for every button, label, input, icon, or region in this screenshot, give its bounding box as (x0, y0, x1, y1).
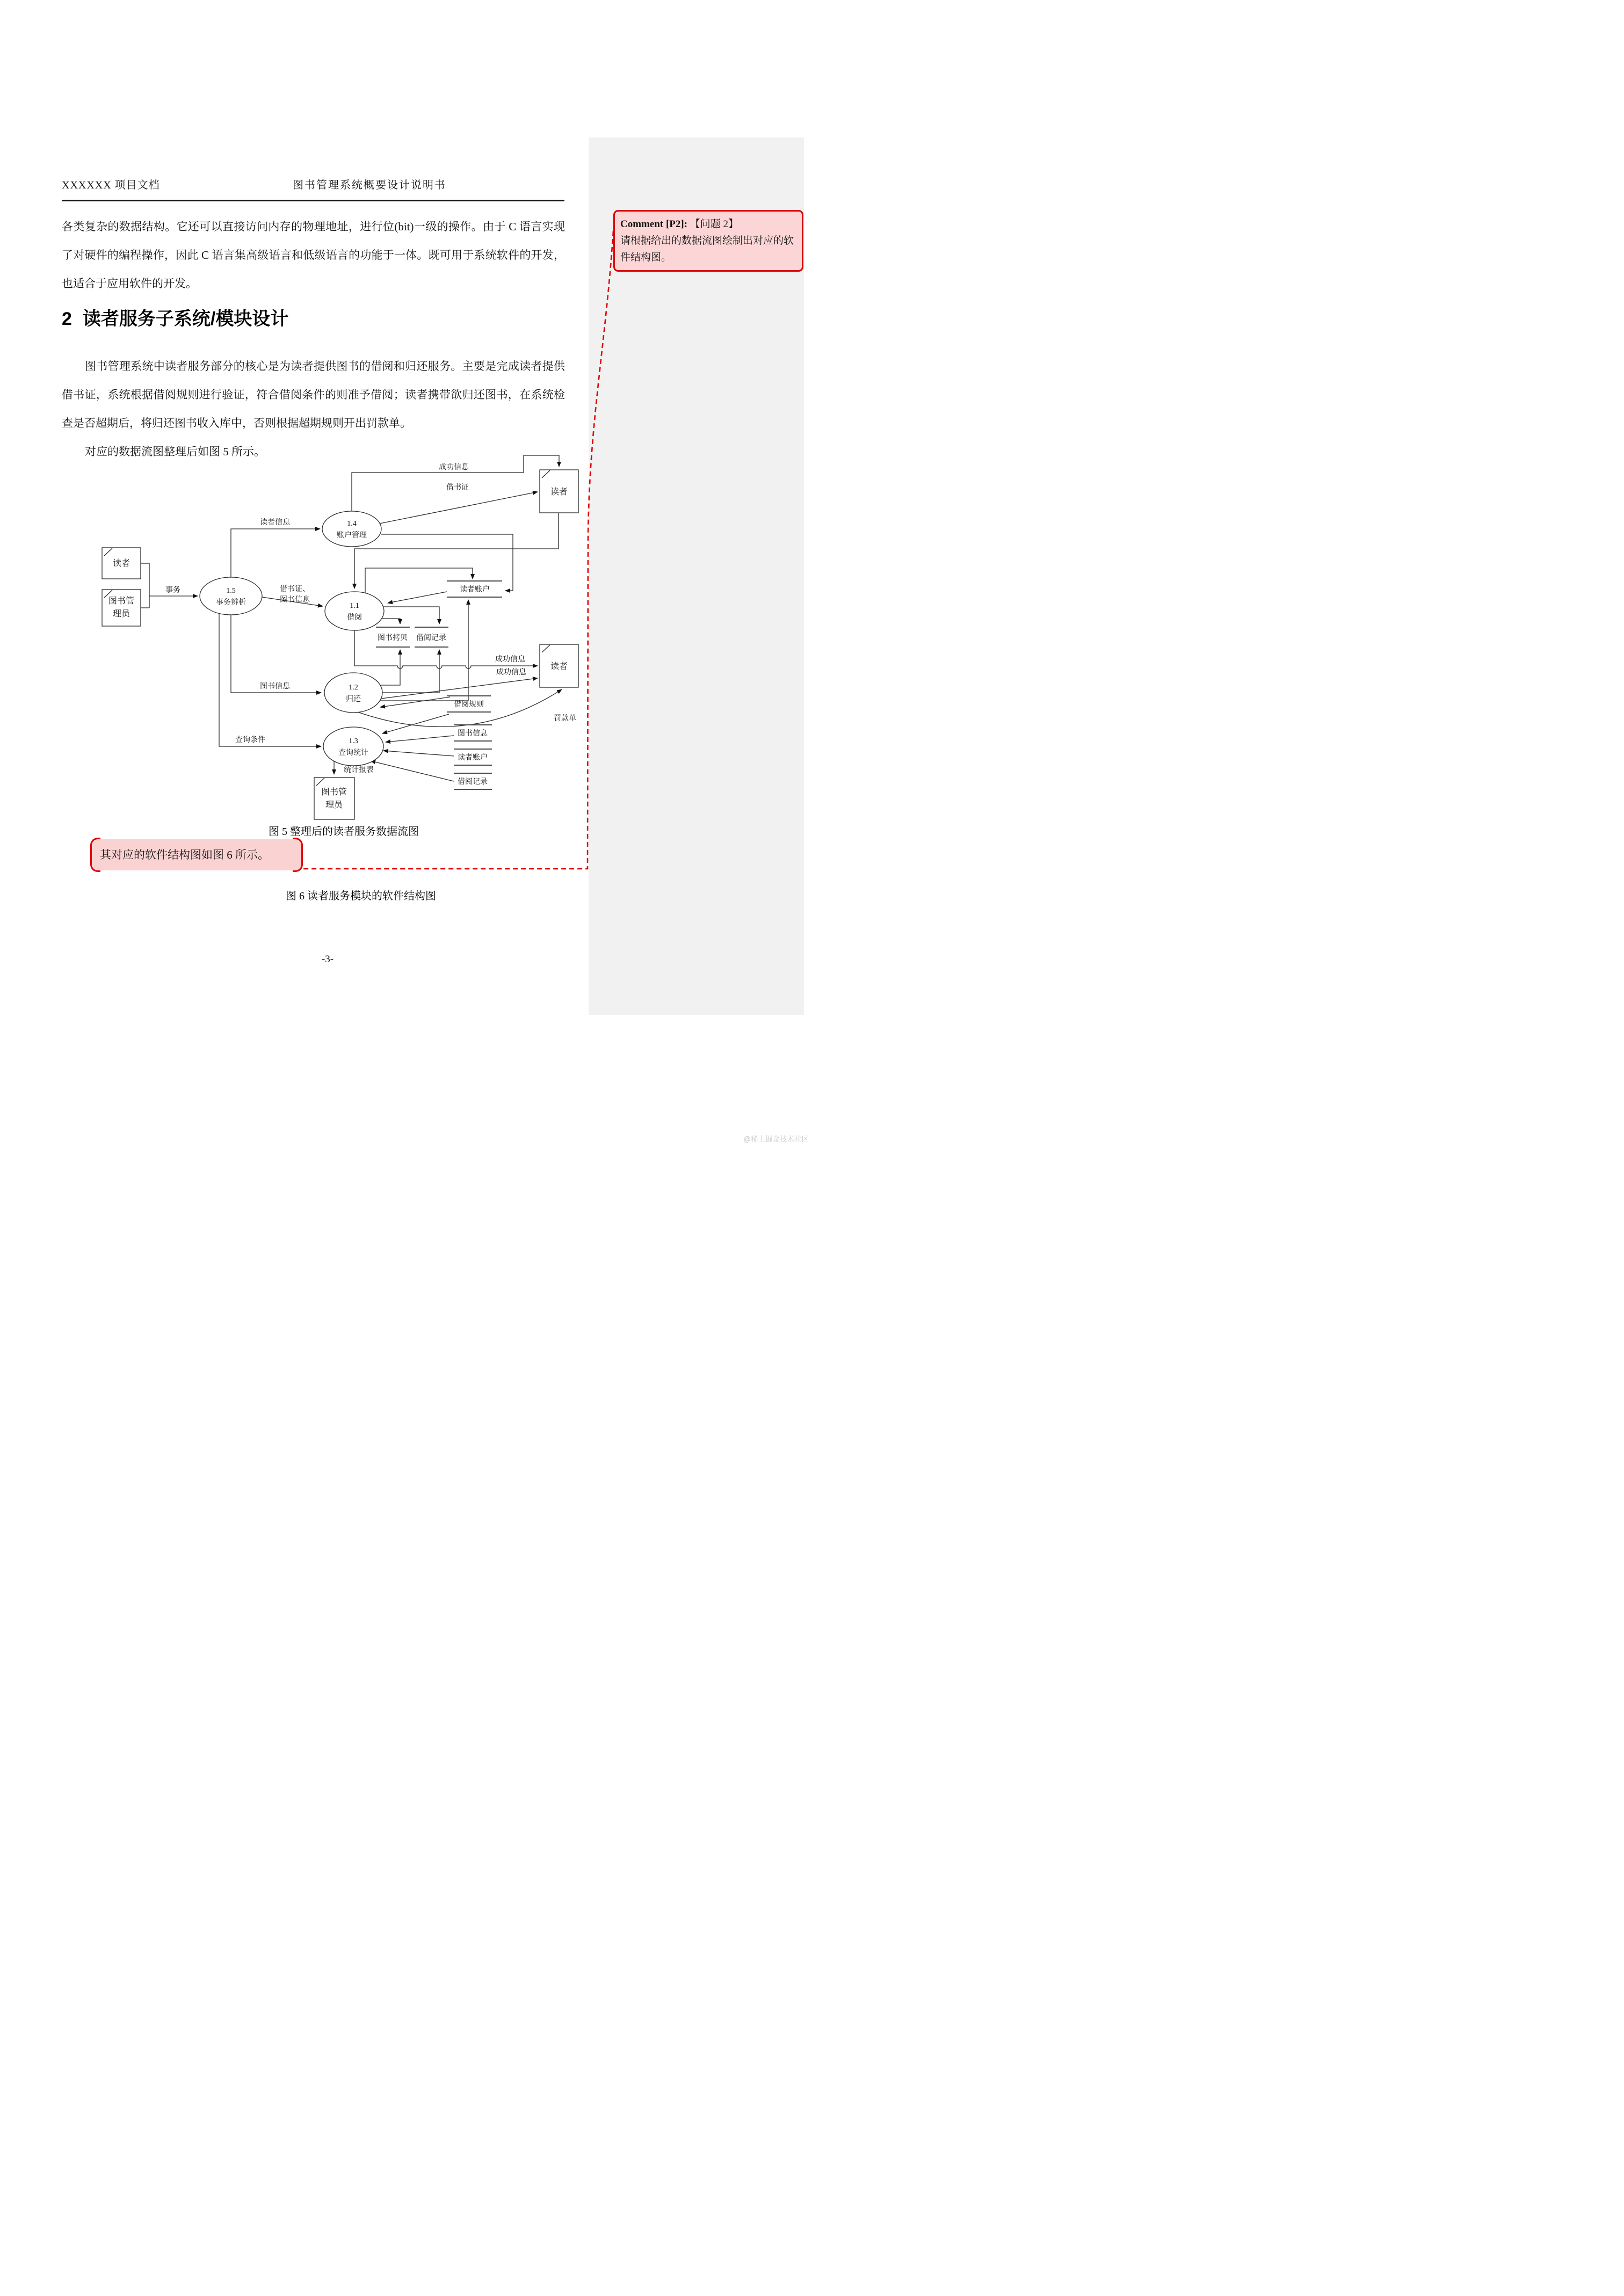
flow-label-borrow-input-2: 图书信息 (280, 596, 310, 604)
section-number: 2 (62, 309, 72, 329)
process-name-p14: 账户管理 (337, 532, 367, 540)
comment-connector-path (302, 231, 613, 869)
figure6-caption: 图 6 读者服务模块的软件结构图 (286, 890, 436, 902)
document-page (0, 0, 812, 1148)
watermark: @稀土掘金技术社区 (743, 1135, 809, 1143)
paragraph-dfd-intro: 对应的数据流图整理后如图 5 所示。 (85, 445, 265, 458)
store-label-book-copy: 图书拷贝 (378, 634, 408, 642)
store-label-borrow-rule: 借阅规则 (454, 701, 484, 709)
process-number-p15: 1.5 (226, 587, 236, 595)
header-doc-type: XXXXXX 项目文档 (62, 179, 160, 191)
comment-text: 请根据给出的数据流图绘制出对应的软件结构图。 (620, 235, 794, 263)
process-name-p12: 归还 (346, 695, 361, 703)
entity-label-librarian-bottom: 理员 (325, 801, 343, 810)
entity-label-reader-mid-right: 读者 (550, 662, 568, 671)
header-doc-title: 图书管理系统概要设计说明书 (293, 179, 446, 191)
paragraph-c-language: 各类复杂的数据结构。它还可以直接访问内存的物理地址，进行位(bit)一级的操作。由于 C 语言实现了对硬件的编程操作，因此 C 语言集高级语言和低级语言的功能于一体。既可用于系统软件的开发，也适合于应用软件的开发。 (62, 220, 565, 290)
process-name-p15: 事务辨析 (216, 599, 246, 607)
highlighted-sentence[interactable] (92, 839, 301, 870)
entity-label-reader-left: 读者 (112, 559, 130, 568)
figure5-caption: 图 5 整理后的读者服务数据流图 (269, 826, 419, 838)
flow-label-fakuandan: 罚款单 (554, 715, 576, 723)
comment-subject: 【问题 2】 (690, 219, 739, 230)
store-label-borrow-record-mid: 借阅记录 (416, 634, 446, 642)
flow-label-jieshuzheng: 借书证 (446, 484, 469, 492)
flow-label-tushuxinxi: 图书信息 (260, 682, 290, 691)
store-label-reader-account-right: 读者账户 (458, 754, 488, 762)
flow-label-success-top: 成功信息 (439, 463, 469, 471)
comment-label: Comment [P2]: (620, 219, 690, 230)
flow-label-reader-info: 读者信息 (260, 519, 290, 527)
process-name-p13: 查询统计 (338, 749, 368, 757)
flow-label-success-1: 成功信息 (495, 656, 525, 664)
entity-label-librarian-bottom: 图书管 (321, 788, 347, 797)
process-number-p14: 1.4 (347, 520, 357, 528)
section-title: 读者服务子系统/模块设计 (82, 309, 289, 329)
store-label-borrow-record-right: 借阅记录 (458, 778, 488, 786)
flow-label-tongjibaobiao: 统计报表 (344, 766, 374, 774)
process-number-p13: 1.3 (349, 737, 358, 745)
flow-label-success-2: 成功信息 (496, 669, 526, 677)
process-number-p12: 1.2 (349, 684, 358, 692)
process-number-p11: 1.1 (350, 602, 359, 610)
process-name-p11: 借阅 (347, 614, 362, 622)
entity-label-librarian-left: 图书管 (108, 597, 135, 606)
page-number: -3- (321, 954, 334, 965)
flow-label-chaxuntiaojian: 查询条件 (235, 736, 265, 744)
comment-connector-line (0, 0, 812, 1148)
store-label-book-info-right: 图书信息 (458, 730, 488, 738)
flow-label-borrow-input-1: 借书证、 (280, 585, 310, 593)
highlighted-text: 其对应的软件结构图如图 6 所示。 (100, 848, 269, 861)
entity-label-librarian-left: 理员 (112, 609, 130, 619)
paragraph-reader-service: 图书管理系统中读者服务部分的核心是为读者提供图书的借阅和归还服务。主要是完成读者提供借书证，系统根据借阅规则进行验证，符合借阅条件的则准予借阅；读者携带欲归还图书，在系统检查是否超期后，将归还图书收入库中，否则根据超期规则开出罚款单。 (62, 360, 565, 430)
comment-balloon[interactable] (613, 210, 803, 272)
entity-label-reader-top-right: 读者 (550, 488, 568, 497)
store-label-reader-account-top: 读者账户 (460, 586, 490, 594)
flow-label-shiwu: 事务 (165, 586, 180, 594)
